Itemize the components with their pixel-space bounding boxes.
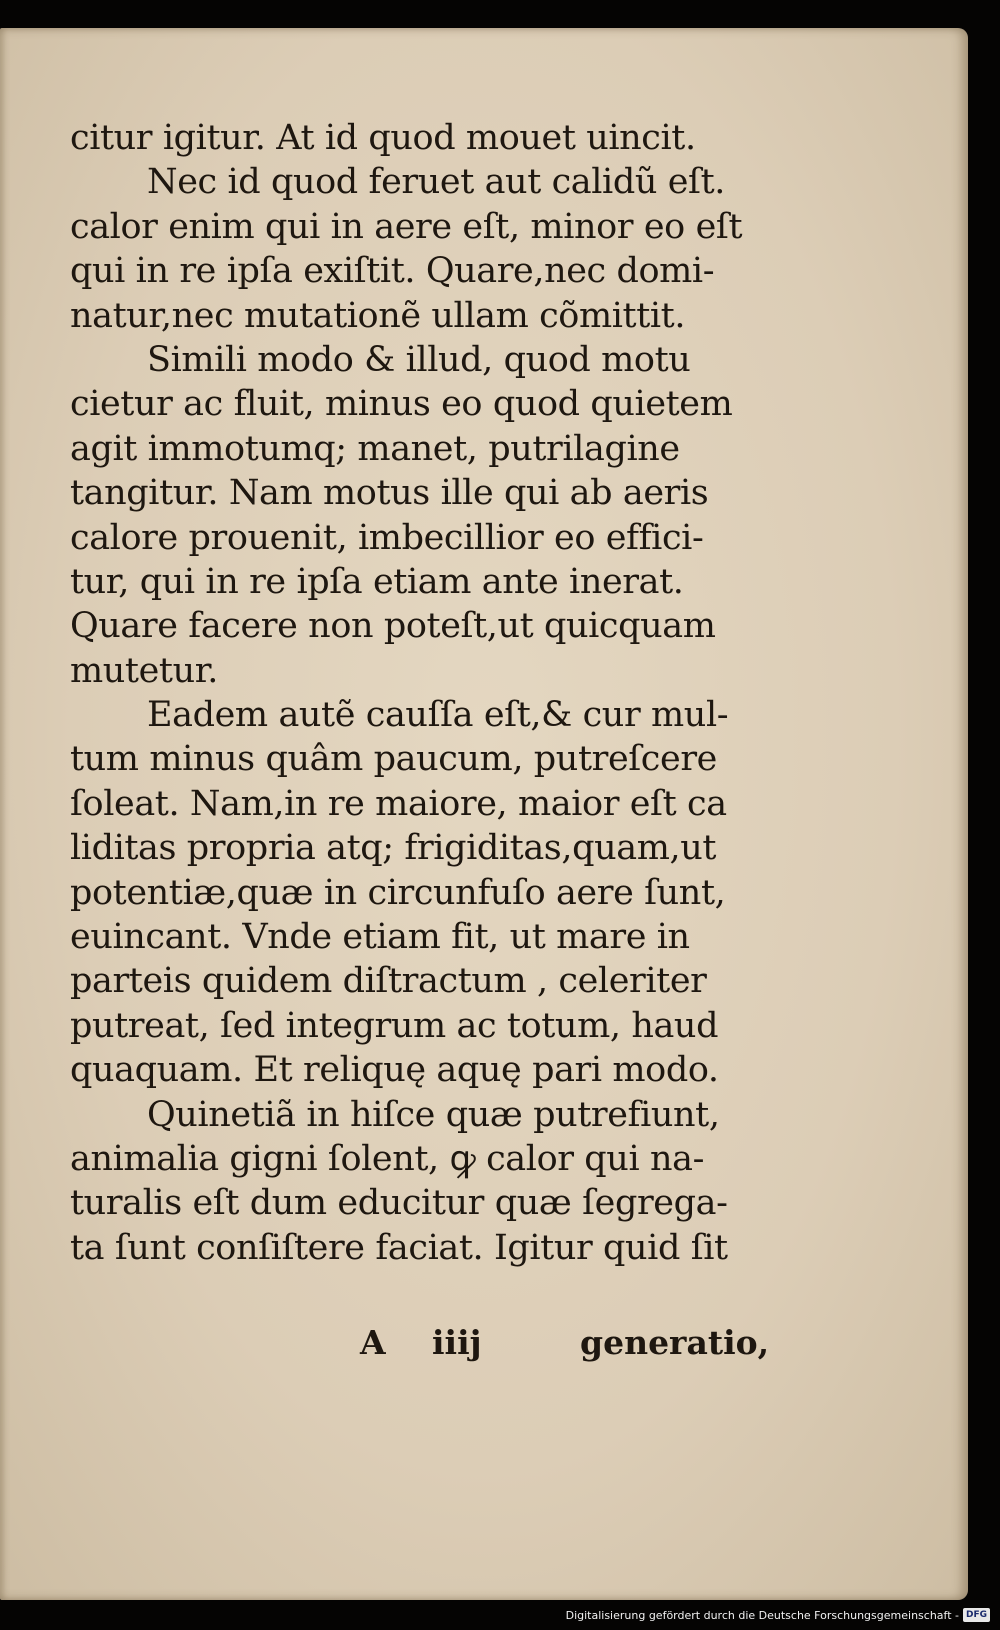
text-line: natur,nec mutationẽ ullam cõmittit. <box>70 295 686 336</box>
text-line: cietur ac fluit, minus eo quod quietem <box>70 384 733 425</box>
text-line: parteis quidem diſtractum , celeriter <box>70 961 707 1002</box>
text-line: putreat, ſed integrum ac totum, haud <box>70 1005 719 1046</box>
text-line: citur igitur. At id quod mouet uincit. <box>70 118 696 158</box>
text-line: turalis eſt dum educitur quæ ſegrega- <box>70 1183 728 1224</box>
text-line: tur, qui in re ipſa etiam ante inerat. <box>70 561 684 602</box>
text-line: Quinetiã in hiſce quæ putrefiunt, <box>147 1094 720 1135</box>
text-line: Quare facere non poteſt,ut quicquam <box>70 606 716 647</box>
text-line: agit immotumq; manet, putrilagine <box>70 428 680 469</box>
credit-text: Digitalisierung gefördert durch die Deutsche Forschungsgemeinschaft - <box>565 1608 959 1622</box>
text-line: Nec id quod feruet aut calidũ eſt. <box>147 162 725 203</box>
text-line: animalia gigni ſolent, ꝙ calor qui na- <box>70 1138 704 1179</box>
text-line: tangitur. Nam motus ille qui ab aeris <box>70 473 709 514</box>
digitization-credit <box>566 1606 990 1624</box>
page-body-text <box>70 116 760 1270</box>
text-line: calor enim qui in aere eſt, minor eo eſt <box>70 206 743 247</box>
text-line: Simili modo & illud, quod motu <box>147 339 691 380</box>
catchword: generatio, <box>580 1323 770 1362</box>
page-footer <box>0 1323 968 1367</box>
text-line: potentiæ,quæ in circunfuſo aere ſunt, <box>70 872 726 913</box>
dfg-logo: DFG <box>963 1608 990 1622</box>
text-line: Eadem autẽ cauſſa eſt,& cur mul- <box>147 695 729 736</box>
signature-mark: A <box>360 1323 386 1362</box>
book-page <box>0 28 968 1600</box>
text-line: ſoleat. Nam,in re maiore, maior eſt ca <box>70 783 727 824</box>
sheet-number: iiij <box>432 1323 482 1362</box>
text-line: qui in re ipſa exiſtit. Quare,nec domi- <box>70 251 715 292</box>
text-line: tum minus quâm paucum, putreſcere <box>70 739 717 780</box>
text-line: liditas propria atq; frigiditas,quam,ut <box>70 828 717 869</box>
text-line: mutetur. <box>70 650 218 691</box>
text-line: ta ſunt conſiſtere faciat. Igitur quid ſit <box>70 1227 728 1268</box>
text-line: calore prouenit, imbecillior eo effici- <box>70 517 704 558</box>
text-line: quaquam. Et reliquę aquę pari modo. <box>70 1050 719 1091</box>
text-line: euincant. Vnde etiam fit, ut mare in <box>70 917 690 958</box>
